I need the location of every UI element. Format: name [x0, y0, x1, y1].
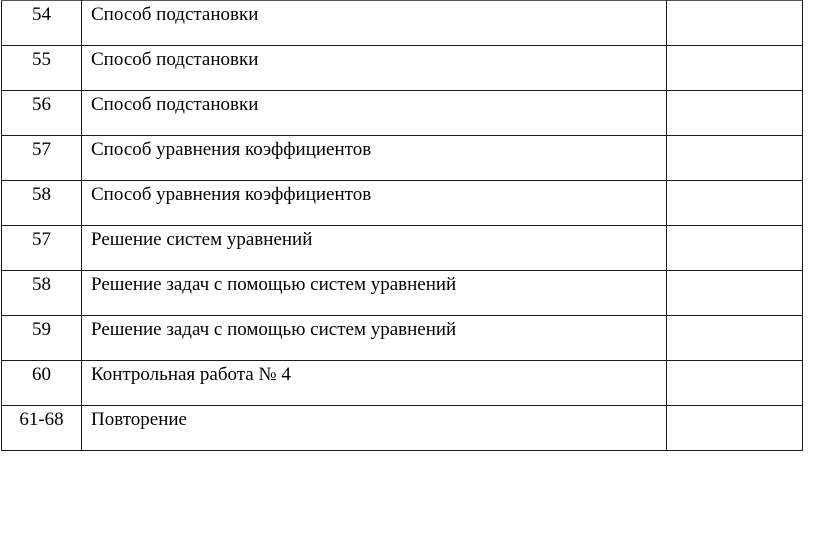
empty-cell	[667, 316, 803, 361]
empty-cell	[667, 136, 803, 181]
empty-cell	[667, 46, 803, 91]
empty-cell	[667, 271, 803, 316]
table-row	[2, 361, 803, 406]
table-row	[2, 271, 803, 316]
lesson-number-cell: 60	[2, 361, 82, 406]
lesson-plan-table	[1, 0, 803, 451]
table-row	[2, 226, 803, 271]
lesson-topic-cell: Повторение	[82, 406, 667, 451]
table-row	[2, 316, 803, 361]
empty-cell	[667, 406, 803, 451]
lesson-number-cell: 57	[2, 136, 82, 181]
empty-cell	[667, 361, 803, 406]
empty-cell	[667, 181, 803, 226]
lesson-topic-cell: Решение систем уравнений	[82, 226, 667, 271]
lesson-number-cell: 54	[2, 1, 82, 46]
empty-cell	[667, 91, 803, 136]
table-row	[2, 406, 803, 451]
table-row	[2, 136, 803, 181]
lesson-topic-cell: Способ подстановки	[82, 46, 667, 91]
lesson-topic-cell: Решение задач с помощью систем уравнений	[82, 316, 667, 361]
lesson-number-cell: 56	[2, 91, 82, 136]
lesson-topic-cell: Контрольная работа № 4	[82, 361, 667, 406]
empty-cell	[667, 226, 803, 271]
lesson-topic-cell: Способ уравнения коэффициентов	[82, 136, 667, 181]
table-row	[2, 46, 803, 91]
lesson-number-cell: 61-68	[2, 406, 82, 451]
empty-cell	[667, 1, 803, 46]
lesson-topic-cell: Способ подстановки	[82, 1, 667, 46]
table-row	[2, 1, 803, 46]
lesson-topic-cell: Способ уравнения коэффициентов	[82, 181, 667, 226]
lesson-topic-cell: Решение задач с помощью систем уравнений	[82, 271, 667, 316]
lesson-topic-cell: Способ подстановки	[82, 91, 667, 136]
lesson-number-cell: 55	[2, 46, 82, 91]
table-row	[2, 181, 803, 226]
lesson-number-cell: 58	[2, 271, 82, 316]
lesson-number-cell: 57	[2, 226, 82, 271]
lesson-number-cell: 59	[2, 316, 82, 361]
table-row	[2, 91, 803, 136]
lesson-number-cell: 58	[2, 181, 82, 226]
